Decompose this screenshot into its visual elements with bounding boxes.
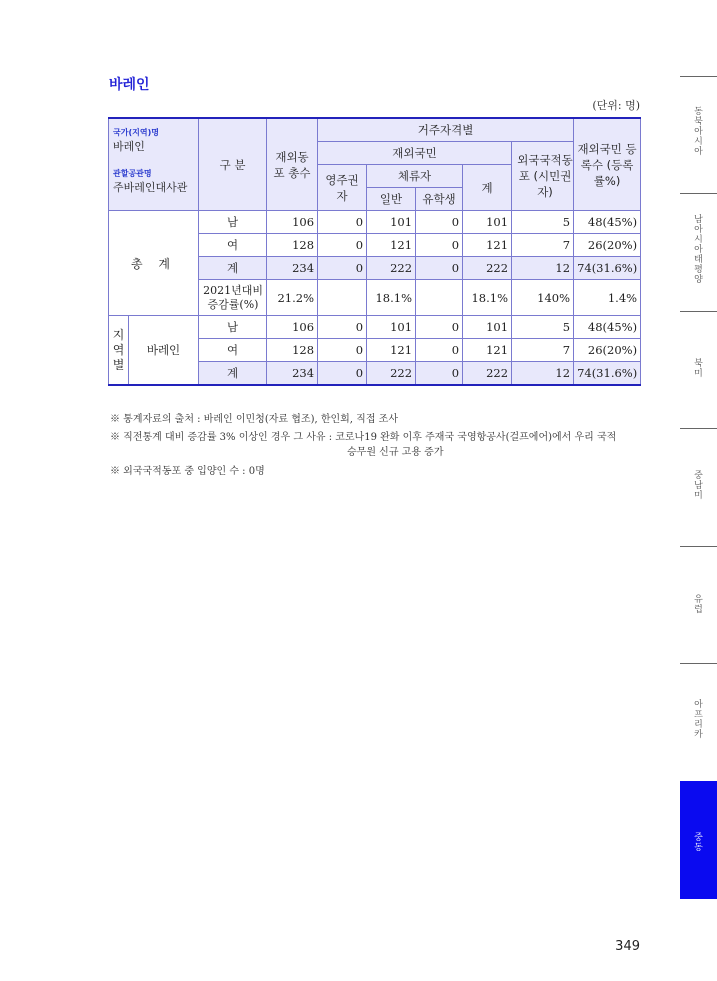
office-key: 관할공관명 <box>113 169 152 178</box>
header-residence: 거주자격별 <box>318 118 574 142</box>
cell-subtotal: 121 <box>463 339 512 362</box>
table-row <box>109 211 641 234</box>
note-adoptees: ※ 외국국적동포 중 입양인 수 : 0명 <box>110 466 265 477</box>
office-value: 주바레인대사관 <box>113 181 188 194</box>
header-registered <box>574 118 641 211</box>
side-tab-latin-america[interactable] <box>680 471 717 501</box>
total-group-label: 총 계 <box>109 211 199 316</box>
side-tab-label: 중남미 <box>694 471 703 501</box>
cell-total: 106 <box>267 211 318 234</box>
side-tab-middle-east[interactable] <box>680 781 717 899</box>
note-change-reason: ※ 직전통계 대비 증감률 3% 이상인 경우 그 사유 : 코로나19 완화 이후 주재국 국영항공사(걸프에어)에서 우리 국적 <box>110 432 617 443</box>
cell-foreign: 7 <box>512 234 574 257</box>
cell-subtotal: 101 <box>463 211 512 234</box>
side-divider <box>680 76 717 77</box>
cell-permanent: 0 <box>318 211 367 234</box>
cell-general: 222 <box>367 362 416 386</box>
cell-general: 101 <box>367 211 416 234</box>
cell-permanent: 0 <box>318 234 367 257</box>
cell-student: 0 <box>416 316 463 339</box>
region-name: 바레인 <box>129 316 199 386</box>
cell-total: 234 <box>267 362 318 386</box>
change-label <box>199 280 267 316</box>
side-tab-south-asia-pacific[interactable] <box>680 215 717 285</box>
header-student: 유학생 <box>416 188 463 211</box>
country-key: 국가(지역)명 <box>113 128 159 137</box>
side-tab-label: 아프리카 <box>694 700 703 740</box>
cell-subtotal: 222 <box>463 362 512 386</box>
header-general: 일반 <box>367 188 416 211</box>
side-divider <box>680 546 717 547</box>
statistics-table <box>108 117 641 386</box>
table-row <box>109 316 641 339</box>
header-foreign-text: 외국국적동포 (시민권자) <box>517 153 573 199</box>
cell-registered: 48(45%) <box>574 211 641 234</box>
cell-registered: 74(31.6%) <box>574 362 641 386</box>
cell-permanent <box>318 280 367 316</box>
cell-general: 121 <box>367 339 416 362</box>
side-tab-africa[interactable] <box>680 700 717 740</box>
side-divider <box>680 311 717 312</box>
cell-general: 222 <box>367 257 416 280</box>
cell-permanent: 0 <box>318 339 367 362</box>
side-divider <box>680 428 717 429</box>
cell-registered: 48(45%) <box>574 316 641 339</box>
side-tab-active-label-wrap <box>680 833 717 853</box>
header-permanent: 영주권자 <box>318 165 367 211</box>
cell-general: 121 <box>367 234 416 257</box>
cell-general: 18.1% <box>367 280 416 316</box>
side-tab-northeast-asia[interactable] <box>680 107 717 157</box>
header-foreign <box>512 142 574 211</box>
cell-foreign: 7 <box>512 339 574 362</box>
cell-total: 234 <box>267 257 318 280</box>
header-registered-text: 재외국민 등록수 (등록률%) <box>577 141 637 188</box>
cell-student: 0 <box>416 234 463 257</box>
cell-student: 0 <box>416 257 463 280</box>
note-change-reason-cont: 승무원 신규 고용 증가 <box>347 447 444 458</box>
cell-student: 0 <box>416 362 463 386</box>
cell-permanent: 0 <box>318 257 367 280</box>
cell-total: 21.2% <box>267 280 318 316</box>
header-subtotal: 계 <box>463 165 512 211</box>
row-label: 남 <box>199 211 267 234</box>
header-category: 구 분 <box>199 118 267 211</box>
cell-foreign: 12 <box>512 362 574 386</box>
cell-total: 128 <box>267 234 318 257</box>
note-source: ※ 통계자료의 출처 : 바레인 이민청(자료 협조), 한인회, 직접 조사 <box>110 414 398 425</box>
page-title: 바레인 <box>109 77 150 93</box>
cell-foreign: 5 <box>512 211 574 234</box>
table-corner <box>109 118 199 211</box>
cell-foreign: 5 <box>512 316 574 339</box>
cell-subtotal: 121 <box>463 234 512 257</box>
cell-student <box>416 280 463 316</box>
side-tab-north-america[interactable] <box>680 359 717 379</box>
change-label-text: 2021년대비 증감률(%) <box>203 283 263 311</box>
row-label: 여 <box>199 234 267 257</box>
row-label: 계 <box>199 362 267 386</box>
cell-registered: 26(20%) <box>574 234 641 257</box>
region-group-label-text: 지 역 별 <box>112 327 125 372</box>
cell-total: 128 <box>267 339 318 362</box>
side-tab-label: 유럽 <box>694 595 703 615</box>
side-tab-label: 중동 <box>694 833 703 853</box>
cell-foreign: 12 <box>512 257 574 280</box>
country-value: 바레인 <box>113 140 145 153</box>
header-sojourner: 체류자 <box>367 165 463 188</box>
side-divider <box>680 663 717 664</box>
cell-foreign: 140% <box>512 280 574 316</box>
cell-student: 0 <box>416 211 463 234</box>
cell-permanent: 0 <box>318 316 367 339</box>
cell-permanent: 0 <box>318 362 367 386</box>
header-nationals: 재외국민 <box>318 142 512 165</box>
side-tab-label: 동북아시아 <box>694 107 703 157</box>
cell-student: 0 <box>416 339 463 362</box>
row-label: 여 <box>199 339 267 362</box>
page-number: 349 <box>615 939 640 954</box>
cell-total: 106 <box>267 316 318 339</box>
unit-label: (단위: 명) <box>592 99 640 112</box>
row-label: 계 <box>199 257 267 280</box>
side-divider <box>680 193 717 194</box>
cell-subtotal: 18.1% <box>463 280 512 316</box>
cell-registered: 74(31.6%) <box>574 257 641 280</box>
side-tab-europe[interactable] <box>680 595 717 615</box>
header-total-text: 재외동포 총수 <box>273 150 311 180</box>
cell-registered: 26(20%) <box>574 339 641 362</box>
cell-general: 101 <box>367 316 416 339</box>
side-tab-label: 남아시아태평양 <box>694 215 703 285</box>
cell-subtotal: 222 <box>463 257 512 280</box>
header-total <box>267 118 318 211</box>
row-label: 남 <box>199 316 267 339</box>
region-group-label <box>109 316 129 386</box>
side-tab-label: 북미 <box>694 359 703 379</box>
cell-subtotal: 101 <box>463 316 512 339</box>
cell-registered: 1.4% <box>574 280 641 316</box>
